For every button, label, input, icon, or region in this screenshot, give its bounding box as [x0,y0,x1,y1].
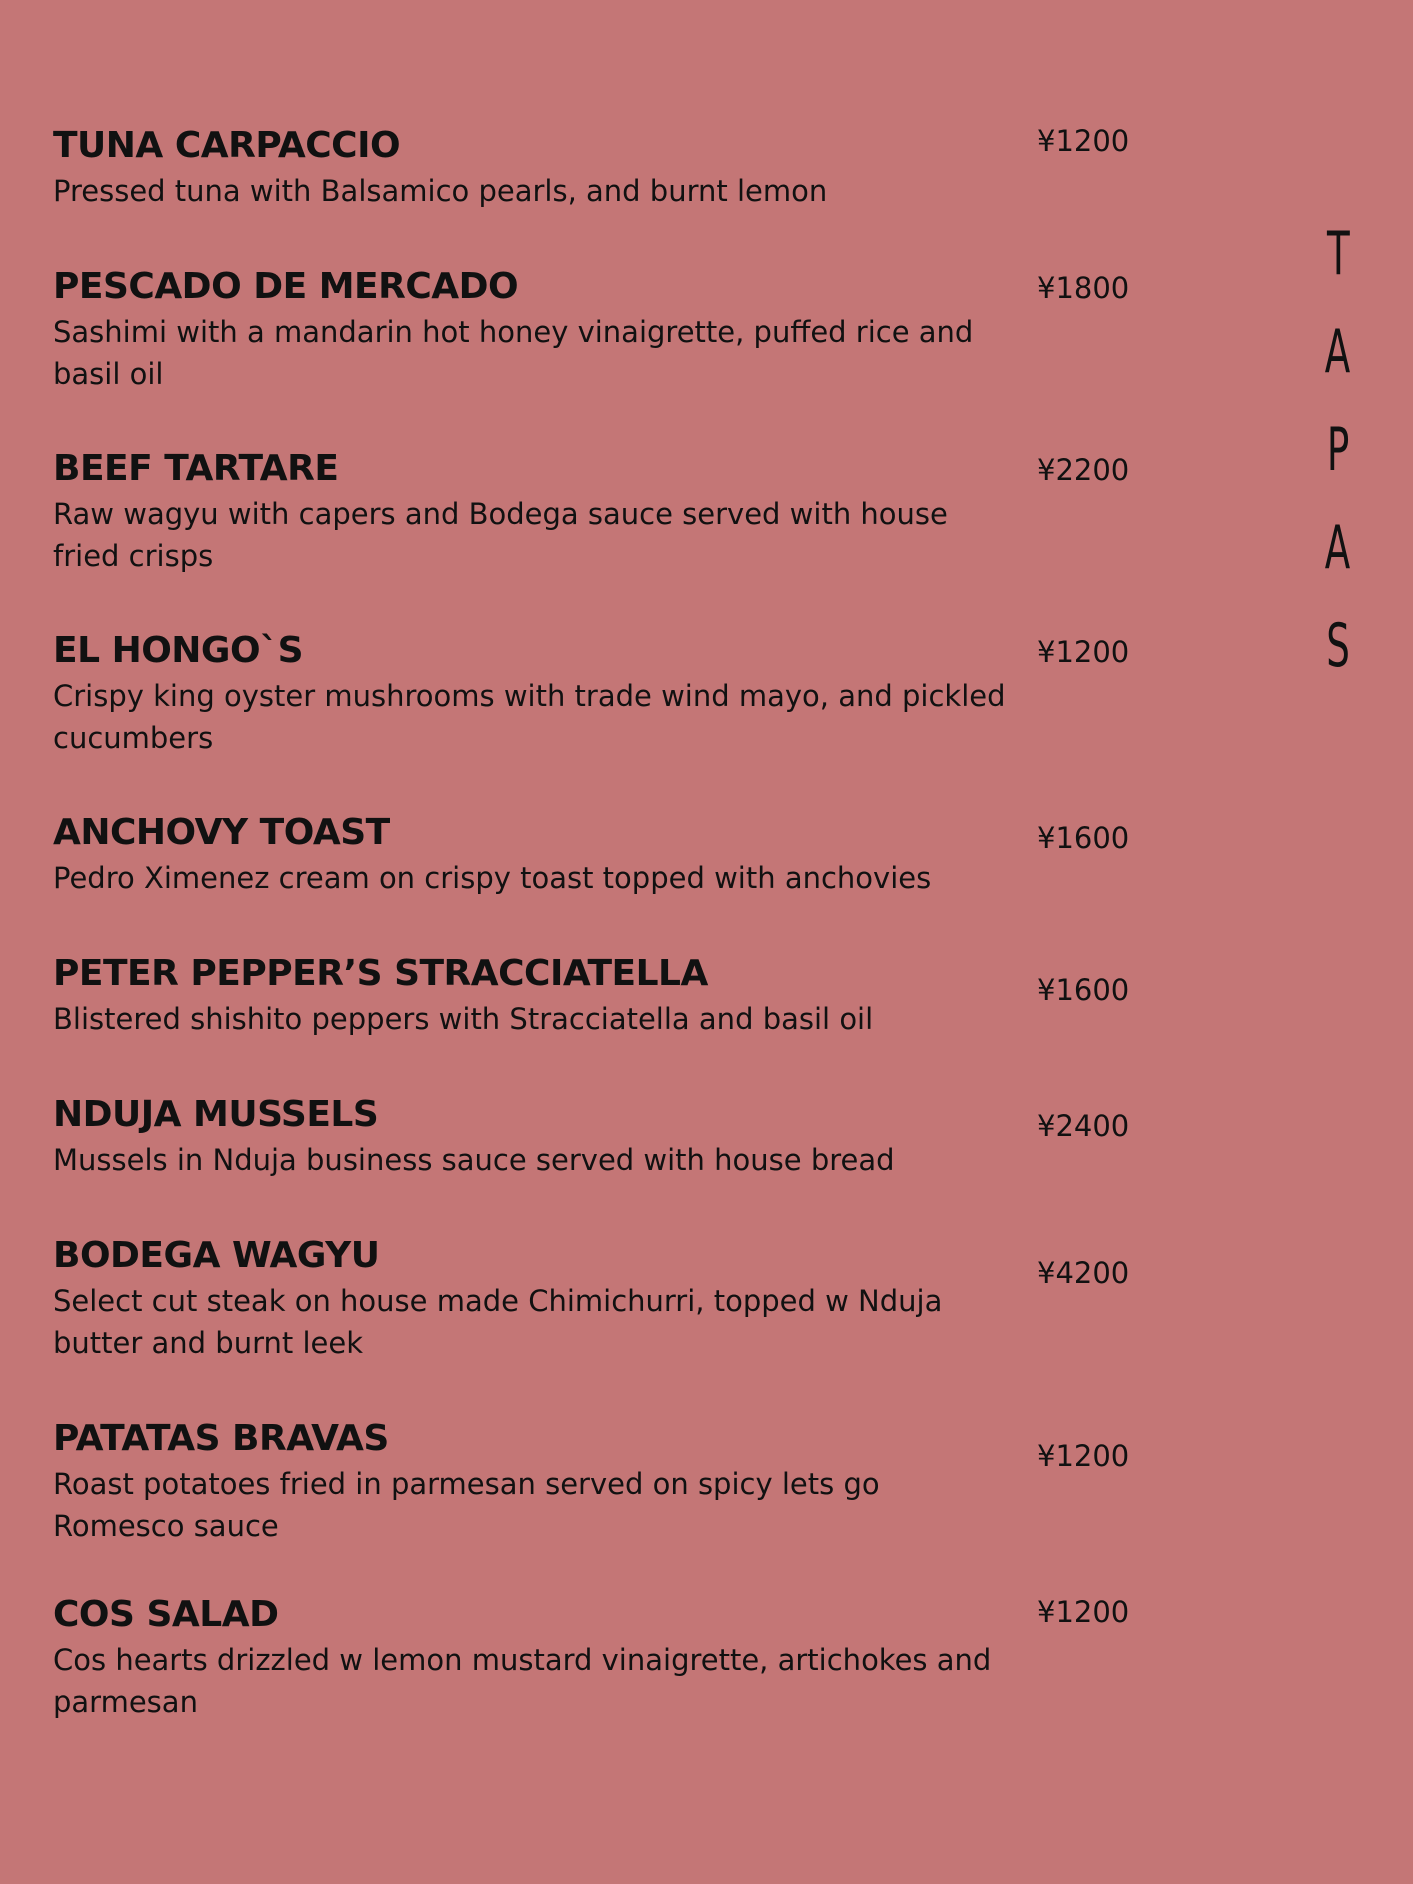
item-name: COS SALAD [53,1594,279,1635]
item-name: PATATAS BRAVAS [53,1418,389,1459]
item-description: Raw wagyu with capers and Bodega sauce served with house fried crisps [53,497,948,573]
item-name: BEEF TARTARE [53,448,339,489]
item-description: Sashimi with a mandarin hot honey vinaigrette, puffed rice and basil oil [53,315,974,391]
item-name: PESCADO DE MERCADO [53,266,519,307]
item-name: TUNA CARPACCIO [53,125,401,166]
item-name: PETER PEPPER’S STRACCIATELLA [53,953,708,994]
item-price: ¥1600 [1037,821,1130,855]
item-name: ANCHOVY TOAST [53,812,390,853]
item-description: Pedro Ximenez cream on crispy toast topped with anchovies [53,861,932,895]
item-price: ¥1800 [1037,271,1130,305]
section-title-letter: S [1326,611,1350,681]
section-title-letter: A [1325,513,1351,583]
item-description: Pressed tuna with Balsamico pearls, and burnt lemon [53,174,828,208]
item-description: Select cut steak on house made Chimichurri, topped w Nduja butter and burnt leek [53,1284,943,1360]
item-name: EL HONGO`S [53,630,304,671]
item-description: Mussels in Nduja business sauce served with house bread [53,1143,895,1177]
item-price: ¥2400 [1037,1109,1130,1143]
item-description: Blistered shishito peppers with Stracciatella and basil oil [53,1002,874,1036]
item-name: NDUJA MUSSELS [53,1094,379,1135]
item-price: ¥1200 [1037,635,1130,669]
item-price: ¥4200 [1037,1256,1130,1290]
item-description: Crispy king oyster mushrooms with trade wind mayo, and pickled cucumbers [53,679,1006,755]
item-price: ¥2200 [1037,453,1130,487]
item-price: ¥1200 [1037,124,1130,158]
section-title-letter: P [1326,415,1350,485]
item-price: ¥1600 [1037,973,1130,1007]
item-description: Roast potatoes fried in parmesan served on spicy lets go Romesco sauce [53,1467,880,1543]
section-title-letter: T [1326,219,1350,289]
item-price: ¥1200 [1037,1595,1130,1629]
section-title-letter: A [1325,317,1351,387]
item-description: Cos hearts drizzled w lemon mustard vinaigrette, artichokes and parmesan [53,1643,992,1719]
item-name: BODEGA WAGYU [53,1235,380,1276]
section-title-tapas [1300,205,1376,695]
item-price: ¥1200 [1037,1439,1130,1473]
